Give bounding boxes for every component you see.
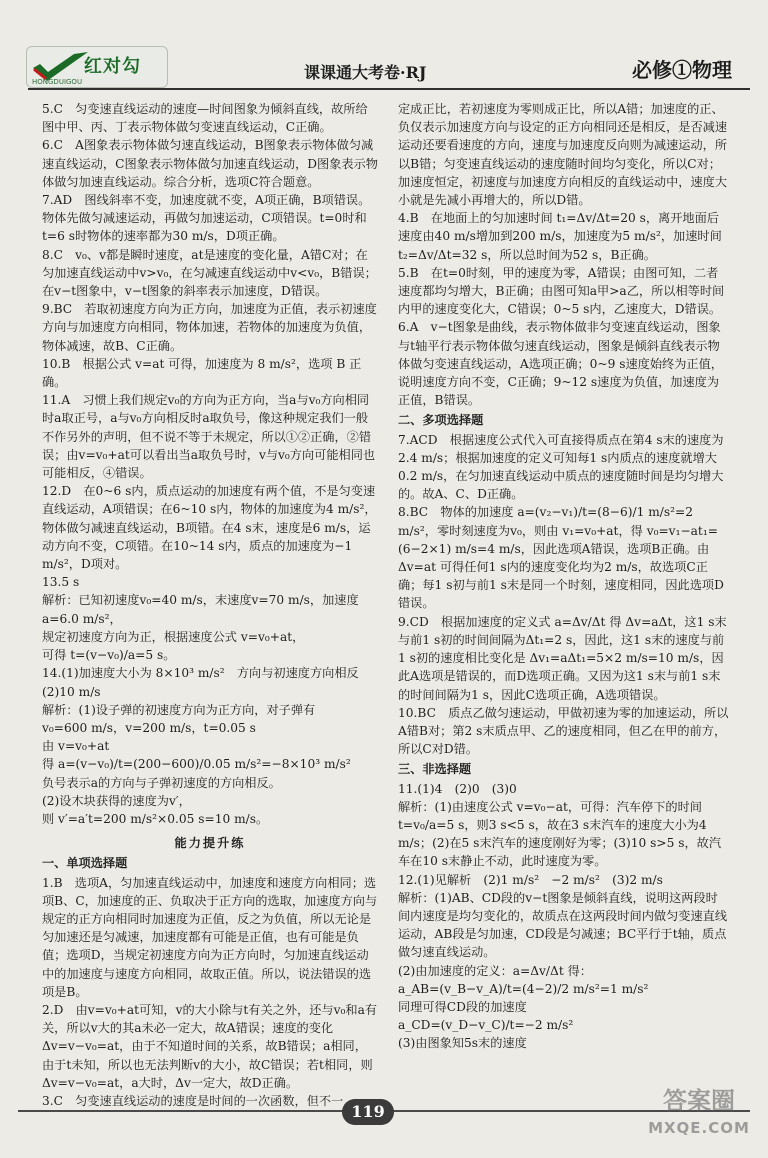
header-subject: 必修①物理 xyxy=(632,58,732,82)
section-title: 能力提升练 xyxy=(174,836,246,851)
practice-9: 9.CD 根据加速度的定义式 a=Δv/Δt 得 Δv=aΔt，这1 s末与前1 s初的时间间隔为Δt₁=2 s，因此，这1 s末的速度与前1 s初的速度相比变化是 Δv₁=aΔt₁=5×2 m/s=10 m/s，因此A选项是错误的，而D选项正确。又因为这1 s末与前1 s末的时间间隔为1 s，因此C选项正确，A选项错误。 xyxy=(398,614,727,702)
practice-6: 6.A v−t图象是曲线，表示物体做非匀变速直线运动，图象与t轴平行表示物体做匀速直线运动，图象是倾斜直线表示物体做匀变速直线运动，A选项正确；0~9 s速度始终为正值，说明速度方向不变，C正确；9~12 s速度为负值，加速度为正值，B错误。 xyxy=(398,320,723,408)
brand-logo xyxy=(18,44,168,90)
non-choice-title: 三、非选择题 xyxy=(398,762,472,777)
practice-4: 4.B 在地面上的匀加速时间 t₁=Δv/Δt=20 s，离开地面后速度由40 m/s增加到200 m/s，加速度为5 m/s²，加速时间 t₂=Δv/Δt=32 s，所以总时间为52 s，B正确。 xyxy=(398,211,722,262)
answer-9: 9.BC 若取初速度方向为正方向，加速度为正值，表示初速度方向与加速度方向相同，物体加速，若物体的加速度为负值，物体减速，故B、C正确。 xyxy=(42,302,377,353)
practice-12-step3: (3)由图象知5s末的速度 xyxy=(398,1036,527,1051)
header-title: 课课通大考卷·RJ xyxy=(304,63,427,82)
practice-12: 12.(1)见解析 (2)1 m/s² −2 m/s² (3)2 m/s xyxy=(398,872,663,887)
right-column xyxy=(398,100,730,1053)
practice-3-cont: 定成正比，若初速度为零则成正比，所以A错；加速度的正、负仅表示加速度方向与设定的正方向相同还是相反，是否减速运动还要看速度的方向，速度与加速度反向则为减速运动，所以B错；匀变速直线运动的速度随时间均匀变化，所以C对；加速度恒定，初速度与加速度方向相反的直线运动中，速度大小就是先减小再增大的，所以D错。 xyxy=(398,102,728,208)
practice-12-cd-acc: a_CD=(v_D−v_C)/t=−2 m/s² xyxy=(398,1018,574,1033)
practice-2: 2.D 由v=v₀+at可知，v的大小除与t有关之外，还与v₀和a有关，所以v大的其a未必一定大，故A错误；速度的变化Δv=v−v₀=at，由于不知道时间的关系，故B错误；a相同，由于t未知，所以也无法判断v的大小，故C错误；若t相同，则Δv=v−v₀=at，a大时，Δv一定大，故D正确。 xyxy=(42,1002,378,1090)
practice-1: 1.B 选项A，匀加速直线运动中，加速度和速度方向相同；选项B、C，加速度的正、负取决于正方向的选取，加速度方向与规定的正方向相同时加速度为正值，反之为负值，所以无论是匀加速还是匀减速，加速度都有可能是正值，也有可能是负值；选项D，当规定初速度方向为正方向时，匀加速直线运动中的加速度与速度方向相同，故取正值。所以，说法错误的选项是B。 xyxy=(42,875,378,999)
practice-12-ab-acc: a_AB=(v_B−v_A)/t=(4−2)/2 m/s²=1 m/s² xyxy=(398,981,649,996)
answer-8: 8.C v₀、v都是瞬时速度，at是速度的变化量，A错C对；在匀加速直线运动中v>v₀，在匀减速直线运动中v<v₀，B错误；在v−t图象中，v−t图象的斜率表示加速度，D错误。 xyxy=(42,247,377,299)
answer-14-note: 负号表示a的方向与子弹初速度的方向相反。 xyxy=(42,775,281,790)
page-number: 119 xyxy=(342,1099,394,1125)
watermark-bottom: MXQE.COM xyxy=(648,1119,750,1137)
practice-5: 5.B 在t=0时刻，甲的速度为零，A错误；由图可知，二者速度都均匀增大，B正确；由图可知a甲>a乙，所以相等时间内甲的速度变化大，C错误；0~5 s内，乙速度大，D错误。 xyxy=(398,265,725,317)
practice-10: 10.BC 质点乙做匀速运动，甲做初速为零的加速运动，所以A错B对；第2 s末质点甲、乙的速度相同，但乙在甲的前方，所以C对D错。 xyxy=(398,705,729,757)
answer-12: 12.D 在0~6 s内，质点运动的加速度有两个值，不是匀变速直线运动，A项错误；在6~10 s内，物体的加速度为4 m/s²，物体做匀减速直线运动，B项错。在4 s末，速度是6 m/s，运动方向不变，C项错。在10~14 s内，质点的加速度为−1 m/s²，D项对。 xyxy=(42,484,377,572)
site-watermark xyxy=(640,1086,758,1152)
practice-11: 11.(1)4 (2)0 (3)0 xyxy=(398,781,517,796)
answer-14-formula: 由 v=v₀+at xyxy=(42,739,110,754)
answer-14-calculation: 得 a=(v−v₀)/t=(200−600)/0.05 m/s²=−8×10³ m/s² xyxy=(42,757,351,772)
practice-12-analysis: 解析：(1)AB、CD段的v−t图象是倾斜直线，说明这两段时间内速度是均匀变化的，故质点在这两段时间内做匀变速直线运动，AB段是匀加速，CD段是匀减速；BC平行于t轴，质点做匀速直线运动。 xyxy=(398,890,728,960)
practice-7: 7.ACD 根据速度公式代入可直接得质点在第4 s末的速度为2.4 m/s；根据加速度的定义可知每1 s内质点的速度就增大0.2 m/s，在匀加速直线运动中质点的速度随时间是均匀增大的。故A、C、D正确。 xyxy=(398,432,724,502)
answer-7: 7.AD 图线斜率不变，加速度就不变，A项正确，B项错误。物体先做匀减速运动，再做匀加速运动，C项错误。t=0时和t=6 s时物体的速率都为30 m/s，D项正确。 xyxy=(42,193,371,244)
left-column xyxy=(42,100,378,1110)
answer-14-part2: (2)设木块获得的速度为v′， xyxy=(42,793,191,808)
answer-14-analysis: 解析：(1)设子弹的初速度方向为正方向，对子弹有 xyxy=(42,702,316,717)
answer-14: 14.(1)加速度大小为 8×10³ m/s² 方向与初速度方向相反 (2)10 m/s xyxy=(42,666,371,699)
practice-3: 3.C 匀变速直线运动的速度是时间的一次函数，但不一 xyxy=(42,1093,344,1108)
practice-12-step2: (2)由加速度的定义：a=Δv/Δt 得： xyxy=(398,963,592,978)
logo-subtext: HONGDUIGOU xyxy=(32,78,83,86)
multiple-choice-title: 二、多项选择题 xyxy=(398,413,484,428)
answer-10: 10.B 根据公式 v=at 可得，加速度为 8 m/s²，选项 B 正确。 xyxy=(42,356,362,390)
answer-13-result: 可得 t=(v−v₀)/a=5 s。 xyxy=(42,648,176,663)
answer-5: 5.C 匀变速直线运动的速度—时间图象为倾斜直线，故所给图中甲、丙、丁表示物体做匀变速直线运动，C正确。 xyxy=(42,102,368,135)
page-header xyxy=(18,44,750,90)
logo-text: 红对勾 xyxy=(84,56,141,77)
answer-14-part2-result: 则 v′=a′t=200 m/s²×0.05 s=10 m/s。 xyxy=(42,811,269,826)
header-divider xyxy=(28,88,750,90)
practice-12-cd-intro: 同理可得CD段的加速度 xyxy=(398,999,527,1014)
answer-13-rule: 规定初速度方向为正，根据速度公式 v=v₀+at， xyxy=(42,629,305,644)
answer-14-values: v₀=600 m/s，v=200 m/s，t=0.05 s xyxy=(42,720,256,735)
practice-8: 8.BC 物体的加速度 a=(v₂−v₁)/t=(8−6)/1 m/s²=2 m/s²，零时刻速度为v₀，则由 v₁=v₀+at，得 v₀=v₁−at₁=(6−2×1) m/s=4 m/s，因此选项A错误，选项B正确。由 Δv=at 可得任何1 s内的速度变化均为2 m/s，故选项C正确；每1 s初与前1 s末是同一个时刻，速度相同，因此选项D错误。 xyxy=(398,505,724,611)
answer-13: 13.5 s xyxy=(42,575,80,590)
answer-11: 11.A 习惯上我们规定v₀的方向为正方向，当a与v₀方向相同时a取正号，a与v₀方向相反时a取负号，像这种规定我们一般不作另外的声明，但不说不等于未规定，所以①②正确，②错误；由v=v₀+at可以看出当a取负号时，v与v₀方向可能相同也可能相反，④错误。 xyxy=(42,393,376,481)
watermark-top: 答案圈 xyxy=(663,1087,735,1115)
answer-13-analysis: 解析：已知初速度v₀=40 m/s，末速度v=70 m/s，加速度a=6.0 m/s²， xyxy=(42,593,359,626)
single-choice-title: 一、单项选择题 xyxy=(42,856,128,871)
practice-11-analysis: 解析：(1)由速度公式 v=v₀−at，可得：汽车停下的时间 t=v₀/a=5 s，则3 s<5 s，故在3 s末汽车的速度大小为4 m/s；(2)在5 s末汽车的速度刚好为零；(3)10 s>5 s，故汽车在10 s末静止不动，此时速度为零。 xyxy=(398,799,722,869)
answer-6: 6.C A图象表示物体做匀速直线运动，B图象表示物体做匀减速直线运动，C图象表示物体做匀加速直线运动，D图象表示物体做匀加速直线运动。综合分析，选项C符合题意。 xyxy=(42,138,378,189)
